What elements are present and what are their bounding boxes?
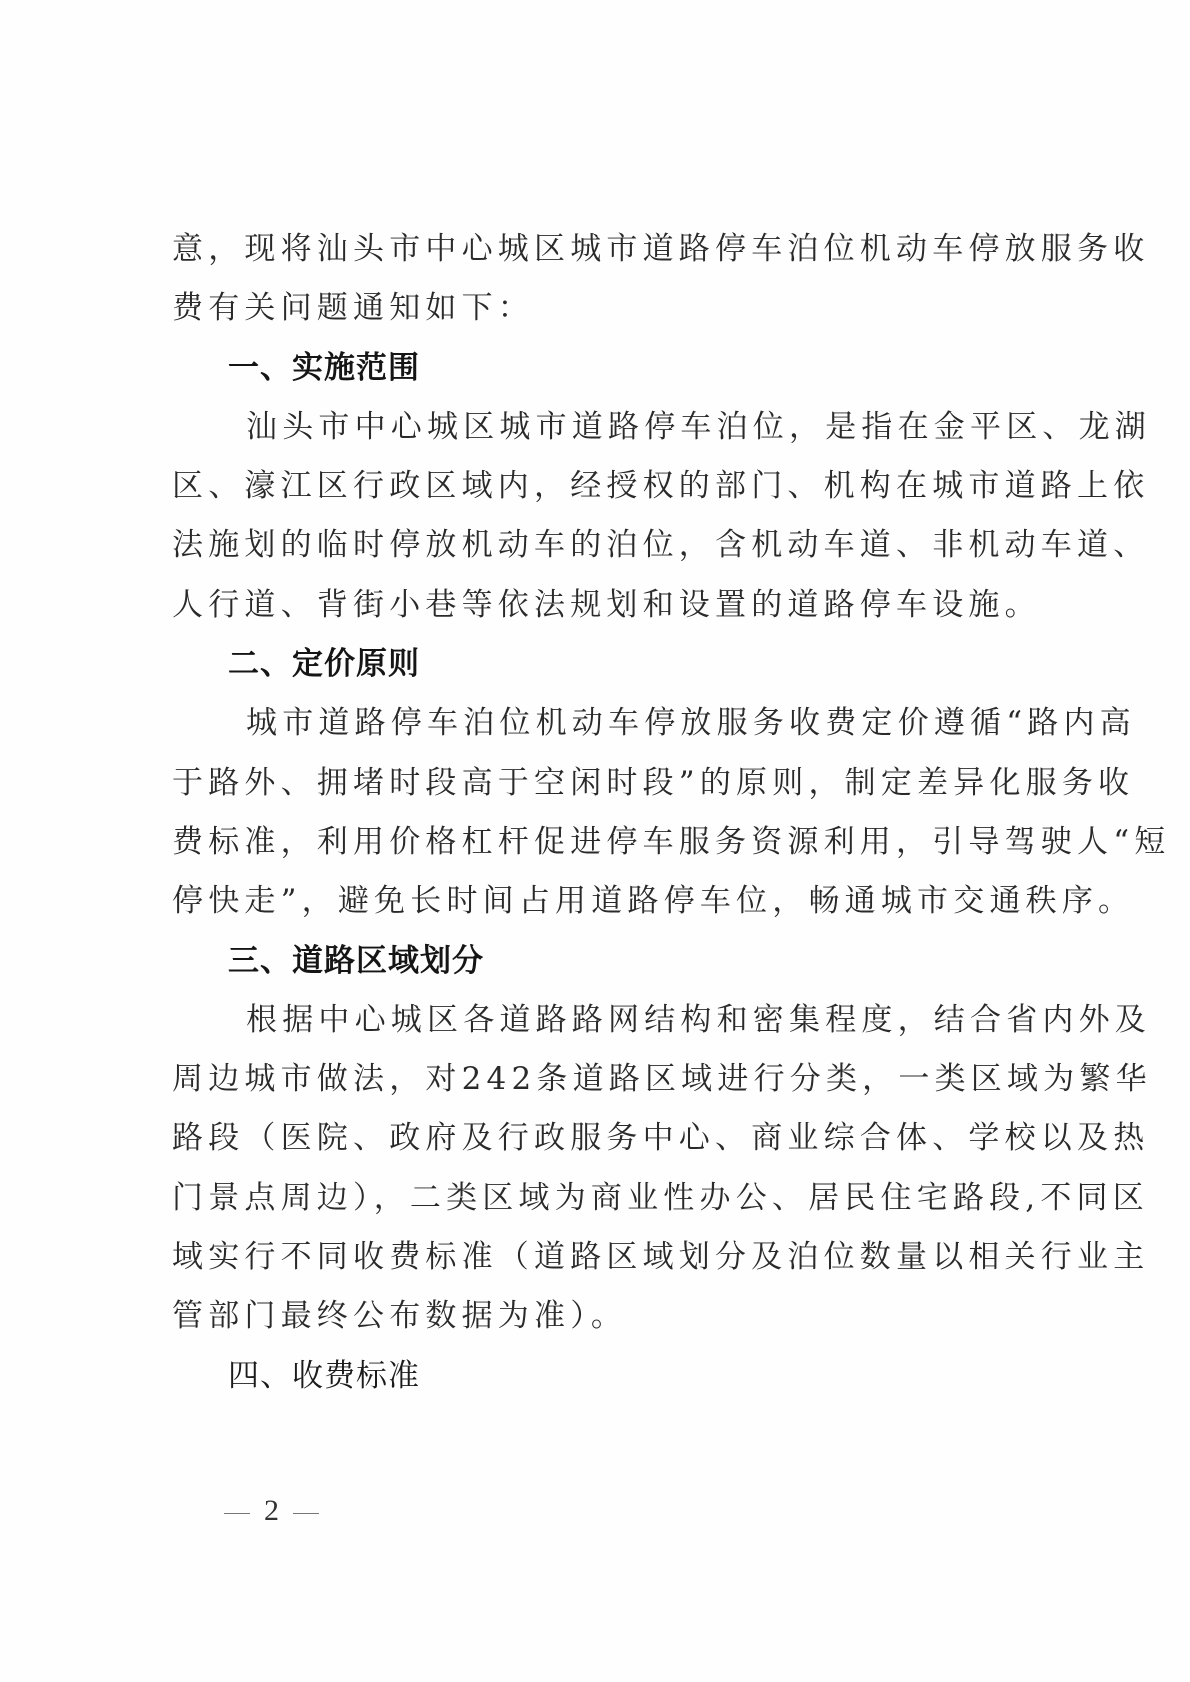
body-line: 费标准，利用价格杠杆促进停车服务资源利用，引导驾驶人“短 <box>172 823 1171 860</box>
body-line: 于路外、拥堵时段高于空闲时段”的原则，制定差异化服务收 <box>172 764 1135 801</box>
body-line: 管部门最终公布数据为准）。 <box>172 1298 628 1335</box>
body-line: 门景点周边），二类区域为商业性办公、居民住宅路段,不同区 <box>172 1179 1149 1216</box>
body-line: 人行道、背街小巷等依法规划和设置的道路停车设施。 <box>172 586 1041 623</box>
body-line: 路段（医院、政府及行政服务中心、商业综合体、学校以及热 <box>172 1120 1150 1157</box>
body-line: 费有关问题通知如下： <box>172 290 534 327</box>
body-line: 域实行不同收费标准（道路区域划分及泊位数量以相关行业主 <box>172 1239 1150 1276</box>
body-line: 意，现将汕头市中心城区城市道路停车泊位机动车停放服务收 <box>172 231 1150 267</box>
paragraph-start: 城市道路停车泊位机动车停放服务收费定价遵循“路内高 <box>246 705 1136 742</box>
paragraph-start: 根据中心城区各道路路网结构和密集程度，结合省内外及 <box>246 1001 1151 1038</box>
page-number-value: 2 <box>264 1494 279 1527</box>
section-heading-4: 四、收费标准 <box>228 1357 420 1394</box>
paragraph-start: 汕头市中心城区城市道路停车泊位，是指在金平区、龙湖 <box>246 408 1151 445</box>
body-line: 停快走”，避免长时间占用道路停车位，畅通城市交通秩序。 <box>172 883 1135 920</box>
section-heading-2: 二、定价原则 <box>228 646 420 683</box>
section-heading-1: 一、实施范围 <box>228 349 420 386</box>
section-heading-3: 三、道路区域划分 <box>228 942 484 979</box>
dash-right-decoration <box>293 1513 319 1514</box>
body-line: 法施划的临时停放机动车的泊位，含机动车道、非机动车道、 <box>172 527 1150 564</box>
body-line: 区、濠江区行政区域内，经授权的部门、机构在城市道路上依 <box>172 468 1150 505</box>
dash-left-decoration <box>224 1513 250 1514</box>
page-number <box>210 1494 333 1528</box>
document-body <box>172 220 1171 1406</box>
body-line: 周边城市做法，对242条道路区域进行分类，一类区域为繁华 <box>172 1061 1152 1098</box>
